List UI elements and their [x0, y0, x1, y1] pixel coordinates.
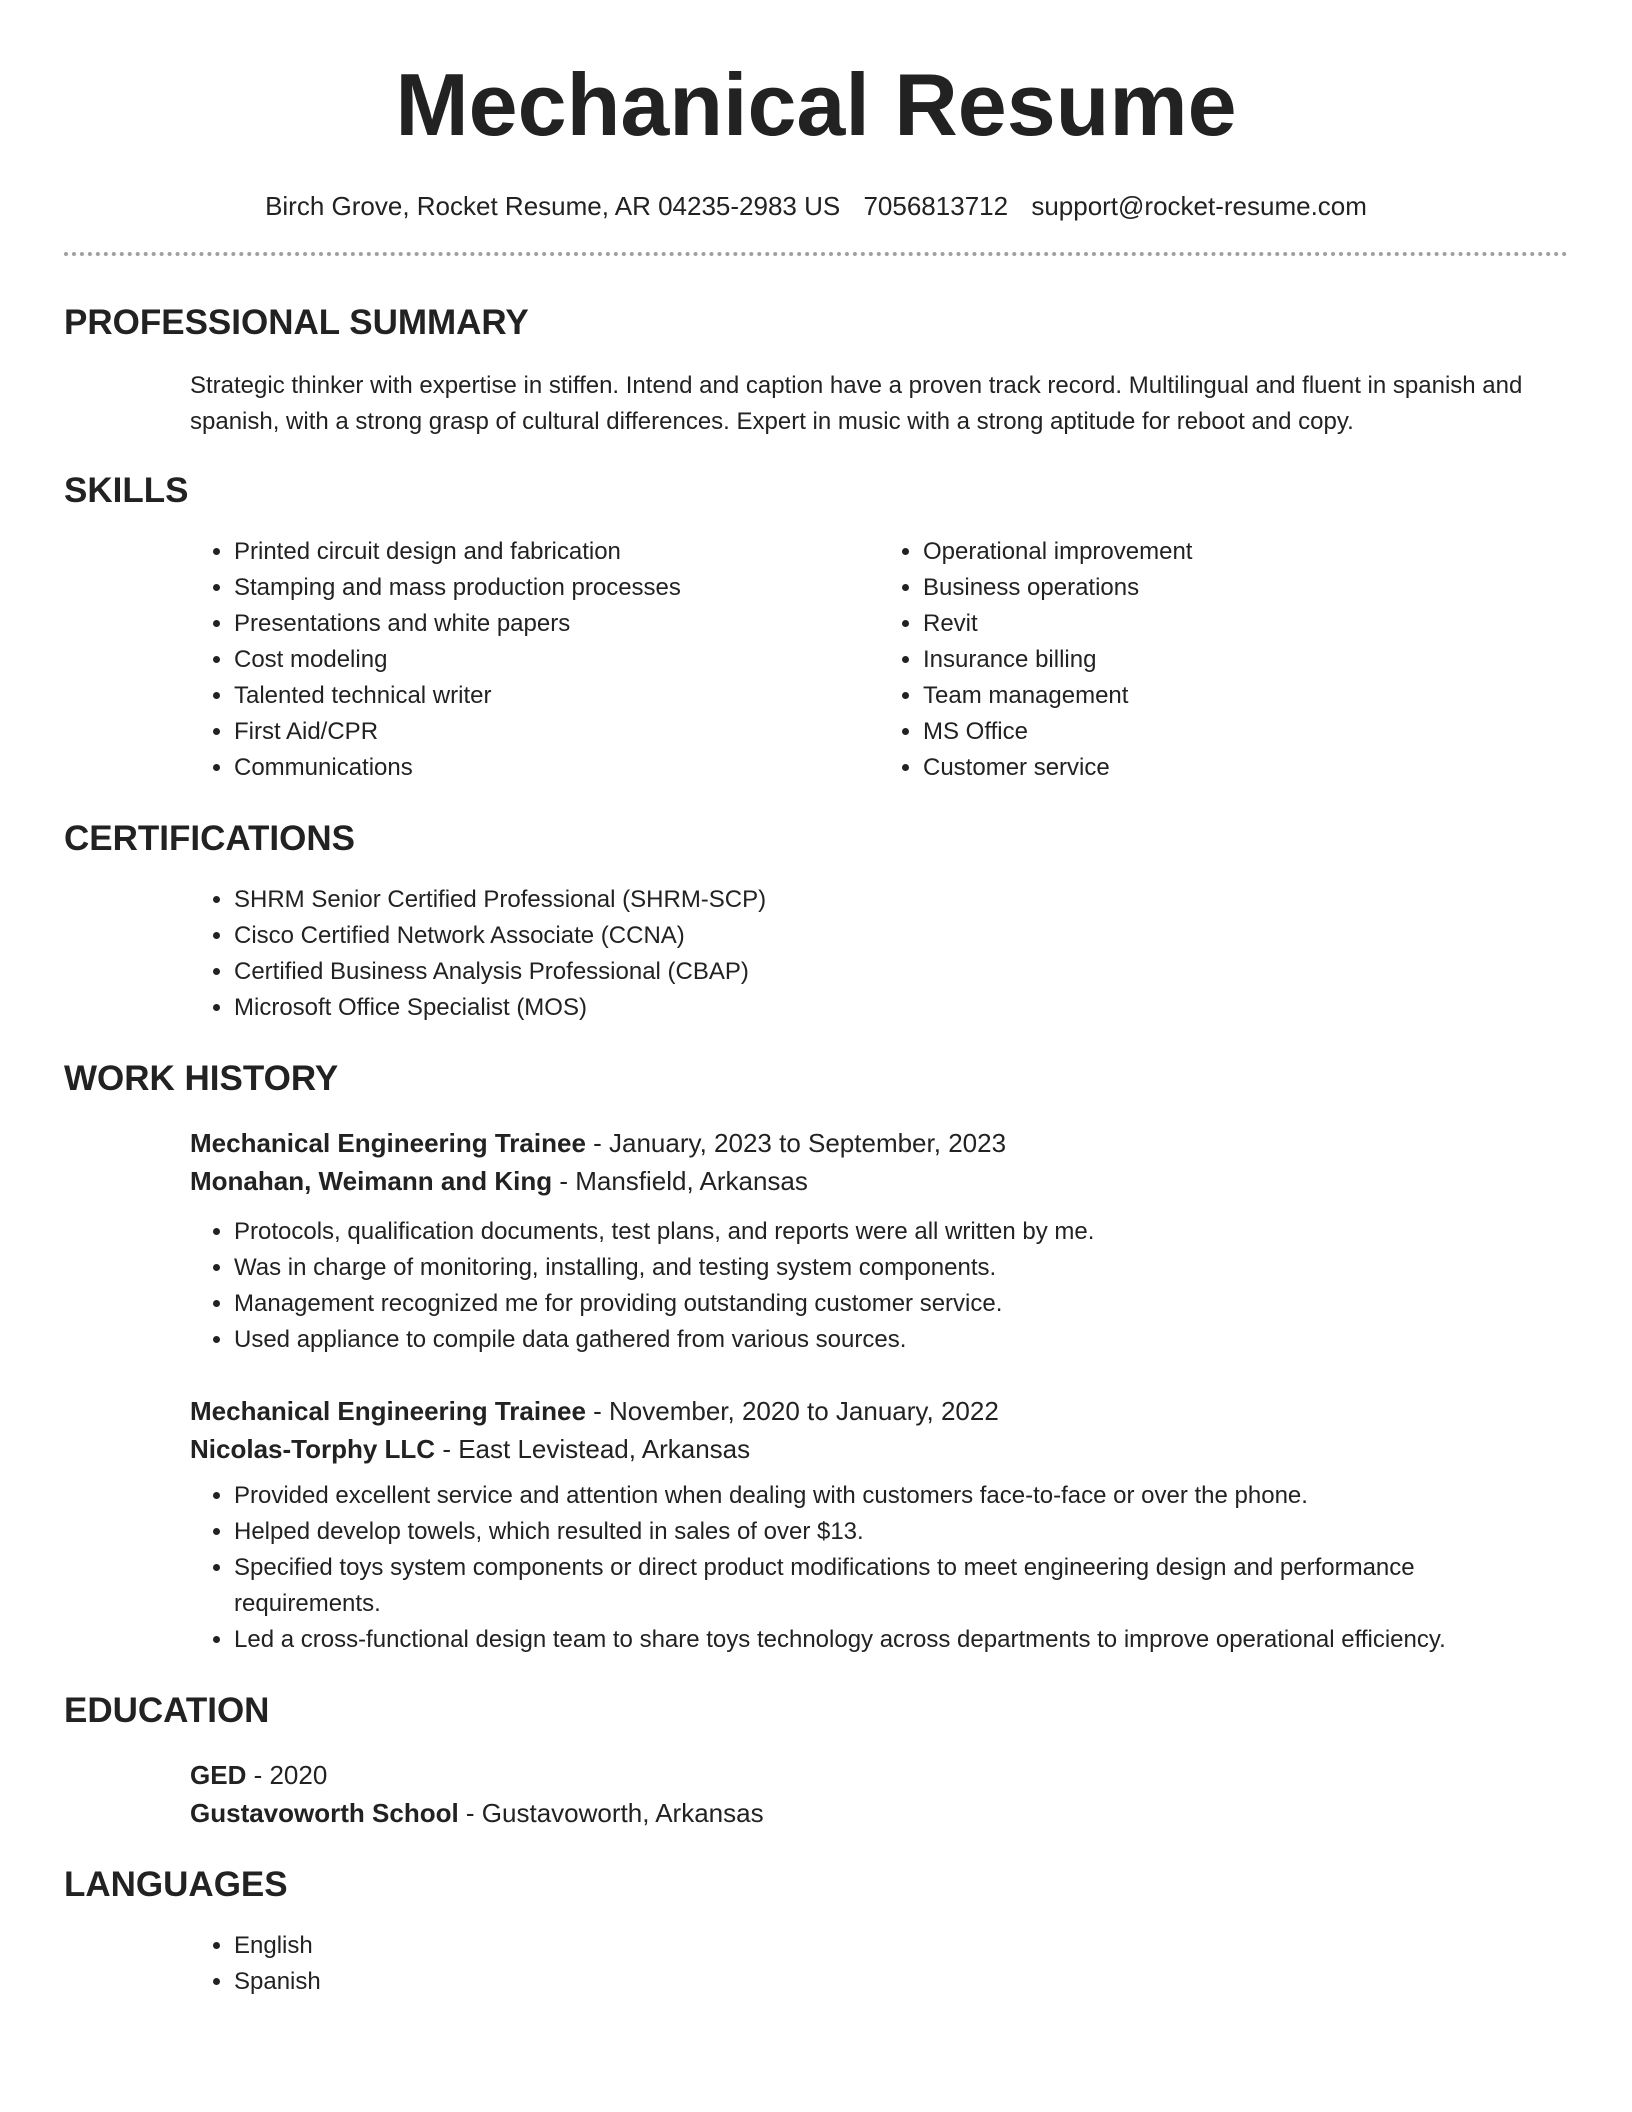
- job-dates: - November, 2020 to January, 2022: [585, 1396, 999, 1426]
- list-item: • Stamping and mass production processes: [234, 570, 879, 606]
- list-item: • Cisco Certified Network Associate (CCNA): [234, 918, 1568, 954]
- list-item: • Revit: [923, 606, 1568, 642]
- education-degree: GED: [190, 1760, 247, 1790]
- summary-title: PROFESSIONAL SUMMARY: [64, 303, 529, 342]
- languages-title: LANGUAGES: [64, 1865, 288, 1904]
- job-entry: [190, 1392, 1568, 1658]
- list-item: • Customer service: [923, 750, 1568, 786]
- list-item: • Specified toys system components or direct product modifications to meet engineering design and performance requirements.: [234, 1550, 1568, 1622]
- contact-email: support@rocket-resume.com: [1031, 191, 1367, 221]
- list-item: • First Aid/CPR: [234, 714, 879, 750]
- education-degree-line: [190, 1756, 1568, 1794]
- work-title: WORK HISTORY: [64, 1059, 339, 1098]
- certifications-title: CERTIFICATIONS: [64, 819, 356, 858]
- list-item: • Management recognized me for providing outstanding customer service.: [234, 1286, 1568, 1322]
- job-location: - Mansfield, Arkansas: [552, 1166, 808, 1196]
- list-item: • Printed circuit design and fabrication: [234, 534, 879, 570]
- education-year: - 2020: [246, 1760, 328, 1790]
- summary-section: [64, 300, 1568, 440]
- job-location: - East Levistead, Arkansas: [435, 1434, 751, 1464]
- job-company: Nicolas-Torphy LLC: [190, 1434, 436, 1464]
- list-item: • Cost modeling: [234, 642, 879, 678]
- job-bullets: [190, 1214, 1568, 1358]
- education-school-line: [190, 1794, 1568, 1832]
- skills-title: SKILLS: [64, 471, 189, 510]
- list-item: • Team management: [923, 678, 1568, 714]
- skills-section: [64, 468, 1568, 786]
- list-item: • Business operations: [923, 570, 1568, 606]
- job-company-line: [190, 1162, 1568, 1200]
- job-role: Mechanical Engineering Trainee: [190, 1128, 586, 1158]
- job-entry: [190, 1124, 1568, 1358]
- certifications-list: [190, 882, 1568, 1026]
- list-item: • Communications: [234, 750, 879, 786]
- list-item: • Microsoft Office Specialist (MOS): [234, 990, 1568, 1026]
- job-role-line: [190, 1392, 1568, 1430]
- list-item: • Operational improvement: [923, 534, 1568, 570]
- job-company: Monahan, Weimann and King: [190, 1166, 553, 1196]
- list-item: • Provided excellent service and attention when dealing with customers face-to-face or over the phone.: [234, 1478, 1568, 1514]
- education-school: Gustavoworth School: [190, 1798, 459, 1828]
- job-bullets: [190, 1478, 1568, 1658]
- job-company-line: [190, 1430, 1568, 1468]
- education-title: EDUCATION: [64, 1691, 270, 1730]
- education-section: [64, 1688, 1568, 1832]
- job-role: Mechanical Engineering Trainee: [190, 1396, 586, 1426]
- certifications-section: [64, 816, 1568, 1026]
- list-item: • Talented technical writer: [234, 678, 879, 714]
- work-section: [64, 1056, 1568, 1658]
- list-item: • SHRM Senior Certified Professional (SHRM-SCP): [234, 882, 1568, 918]
- contact-phone: 7056813712: [863, 191, 1009, 221]
- languages-section: [64, 1862, 1568, 2000]
- list-item: • Spanish: [234, 1964, 1568, 2000]
- contact-line: [64, 188, 1568, 224]
- list-item: • Led a cross-functional design team to share toys technology across departments to improve operational efficiency.: [234, 1622, 1568, 1658]
- list-item: • Used appliance to compile data gathered from various sources.: [234, 1322, 1568, 1358]
- summary-text: Strategic thinker with expertise in stiffen. Intend and caption have a proven track record. Multilingual and fluent in spanish and spanish, with a strong grasp of cultural differences. Expert in music with a strong aptitude for reboot and copy.: [190, 372, 1523, 435]
- list-item: • Helped develop towels, which resulted in sales of over $13.: [234, 1514, 1568, 1550]
- education-location: - Gustavoworth, Arkansas: [458, 1798, 764, 1828]
- resume-name: Mechanical Resume: [395, 55, 1237, 154]
- list-item: • English: [234, 1928, 1568, 1964]
- list-item: • MS Office: [923, 714, 1568, 750]
- contact-address: Birch Grove, Rocket Resume, AR 04235-2983 US: [265, 191, 841, 221]
- skills-list-left: [190, 534, 879, 786]
- job-dates: - January, 2023 to September, 2023: [585, 1128, 1007, 1158]
- header-divider: [64, 252, 1568, 256]
- list-item: • Protocols, qualification documents, test plans, and reports were all written by me.: [234, 1214, 1568, 1250]
- languages-list: [190, 1928, 1568, 2000]
- list-item: • Presentations and white papers: [234, 606, 879, 642]
- job-role-line: [190, 1124, 1568, 1162]
- list-item: • Certified Business Analysis Professional (CBAP): [234, 954, 1568, 990]
- list-item: • Insurance billing: [923, 642, 1568, 678]
- skills-list-right: [879, 534, 1568, 786]
- list-item: • Was in charge of monitoring, installing, and testing system components.: [234, 1250, 1568, 1286]
